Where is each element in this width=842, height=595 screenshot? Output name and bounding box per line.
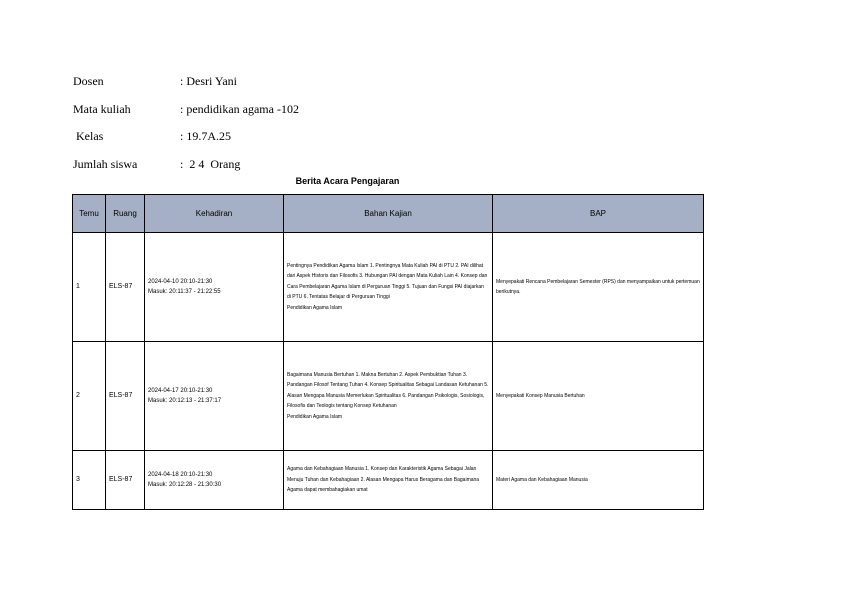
page-title: Berita Acara Pengajaran (295, 176, 400, 186)
table-row (73, 451, 704, 510)
jumlah-siswa-label: Jumlah siswa (73, 157, 138, 171)
header-bahan-kajian: Bahan Kajian (284, 195, 493, 233)
bap-cell: Materi Agama dan Kebahagiaan Manusia (493, 451, 704, 510)
dosen-value: : Desri Yani (180, 74, 238, 88)
kelas-label: Kelas (73, 129, 104, 143)
jumlah-siswa-value: : 2 4 Orang (180, 157, 241, 171)
masuk-text: Masuk: 20:11:37 - 21:22:55 (148, 289, 221, 295)
mata-kuliah-label: Mata kuliah (73, 102, 131, 116)
ruang-cell: ELS-87 (106, 342, 145, 451)
table-row (73, 233, 704, 342)
bahan-kajian-cell (284, 233, 493, 342)
bahan-kajian-subject: Pendidikan Agama Islam (287, 304, 343, 311)
kehadiran-cell (145, 342, 284, 451)
header-bap: BAP (493, 195, 704, 233)
header-temu: Temu (73, 195, 106, 233)
bahan-kajian-subject: Pendidikan Agama Islam (287, 413, 343, 420)
kehadiran-cell (145, 451, 284, 510)
header-ruang: Ruang (106, 195, 145, 233)
bahan-kajian-text: Agama dan Kebahagiaan Manusia 1. Konsep dan Karakteristik Agama Sebagai Jalan Menuju Tuhan dan Kebahagiaan 2. Alasan Mengapa Harus Beragama dan Bagaimana Agama dapat membahagiakan umat (287, 466, 480, 494)
jadwal-text: 2024-04-17 20:10-21:30 (148, 388, 213, 394)
bahan-kajian-text: Pentingnya Pendidikan Agama Islam 1. Pentingnya Mata Kuliah PAI di PTU 2. PAI dilihat dari Aspek Historis dan Filosofis 3. Hubungan PAI dengan Mata Kuliah Lain 4. Konsep dan Cara Pembelajaran Agama Islam di Perguruan Tinggi 5. Tujuan dan Fungsi PAI diajarkan di PTU 6. Tentatas Belajar di Perguruan Tinggi (287, 262, 488, 301)
kehadiran-cell (145, 233, 284, 342)
temu-cell: 2 (73, 342, 106, 451)
table-header-row (73, 195, 704, 233)
ruang-cell: ELS-87 (106, 233, 145, 342)
bahan-kajian-cell (284, 342, 493, 451)
kelas-value: : 19.7A.25 (180, 129, 231, 143)
bap-cell: Menyepakati Konsep Manusia Bertuhan (493, 342, 704, 451)
bahan-kajian-text: Bagaimana Manusia Bertuhan 1. Makna Bertuhan 2. Aspek Pembuktian Tuhan 3. Pandangan Filosof Tentang Tuhan 4. Konsep Spiritualitas Sebagai Landasan Ketuhanan 5. Alasan Mengapa Manusia Memerlukan Spiritualitas 6. Pandangan Psikologis, Sosiologis, Filosofis dan Teologis tentang Konsep Ketuhanan (287, 371, 489, 410)
temu-cell: 1 (73, 233, 106, 342)
mata-kuliah-value: : pendidikan agama -102 (180, 102, 299, 116)
temu-cell: 3 (73, 451, 106, 510)
masuk-text: Masuk: 20:12:13 - 21:37:17 (148, 398, 222, 404)
ruang-cell: ELS-87 (106, 451, 145, 510)
dosen-label: Dosen (73, 74, 104, 88)
masuk-text: Masuk: 20:12:28 - 21:30:30 (148, 482, 222, 488)
bahan-kajian-cell (284, 451, 493, 510)
attendance-table (72, 194, 704, 510)
bap-cell: Menyepakati Rencana Pembelajaran Semester (RPS) dan menyampaikan untuk pertemuan berikutnya. (493, 233, 704, 342)
table-row (73, 342, 704, 451)
header-kehadiran: Kehadiran (145, 195, 284, 233)
jadwal-text: 2024-04-18 20:10-21:30 (148, 472, 213, 478)
jadwal-text: 2024-04-10 20:10-21:30 (148, 279, 213, 285)
